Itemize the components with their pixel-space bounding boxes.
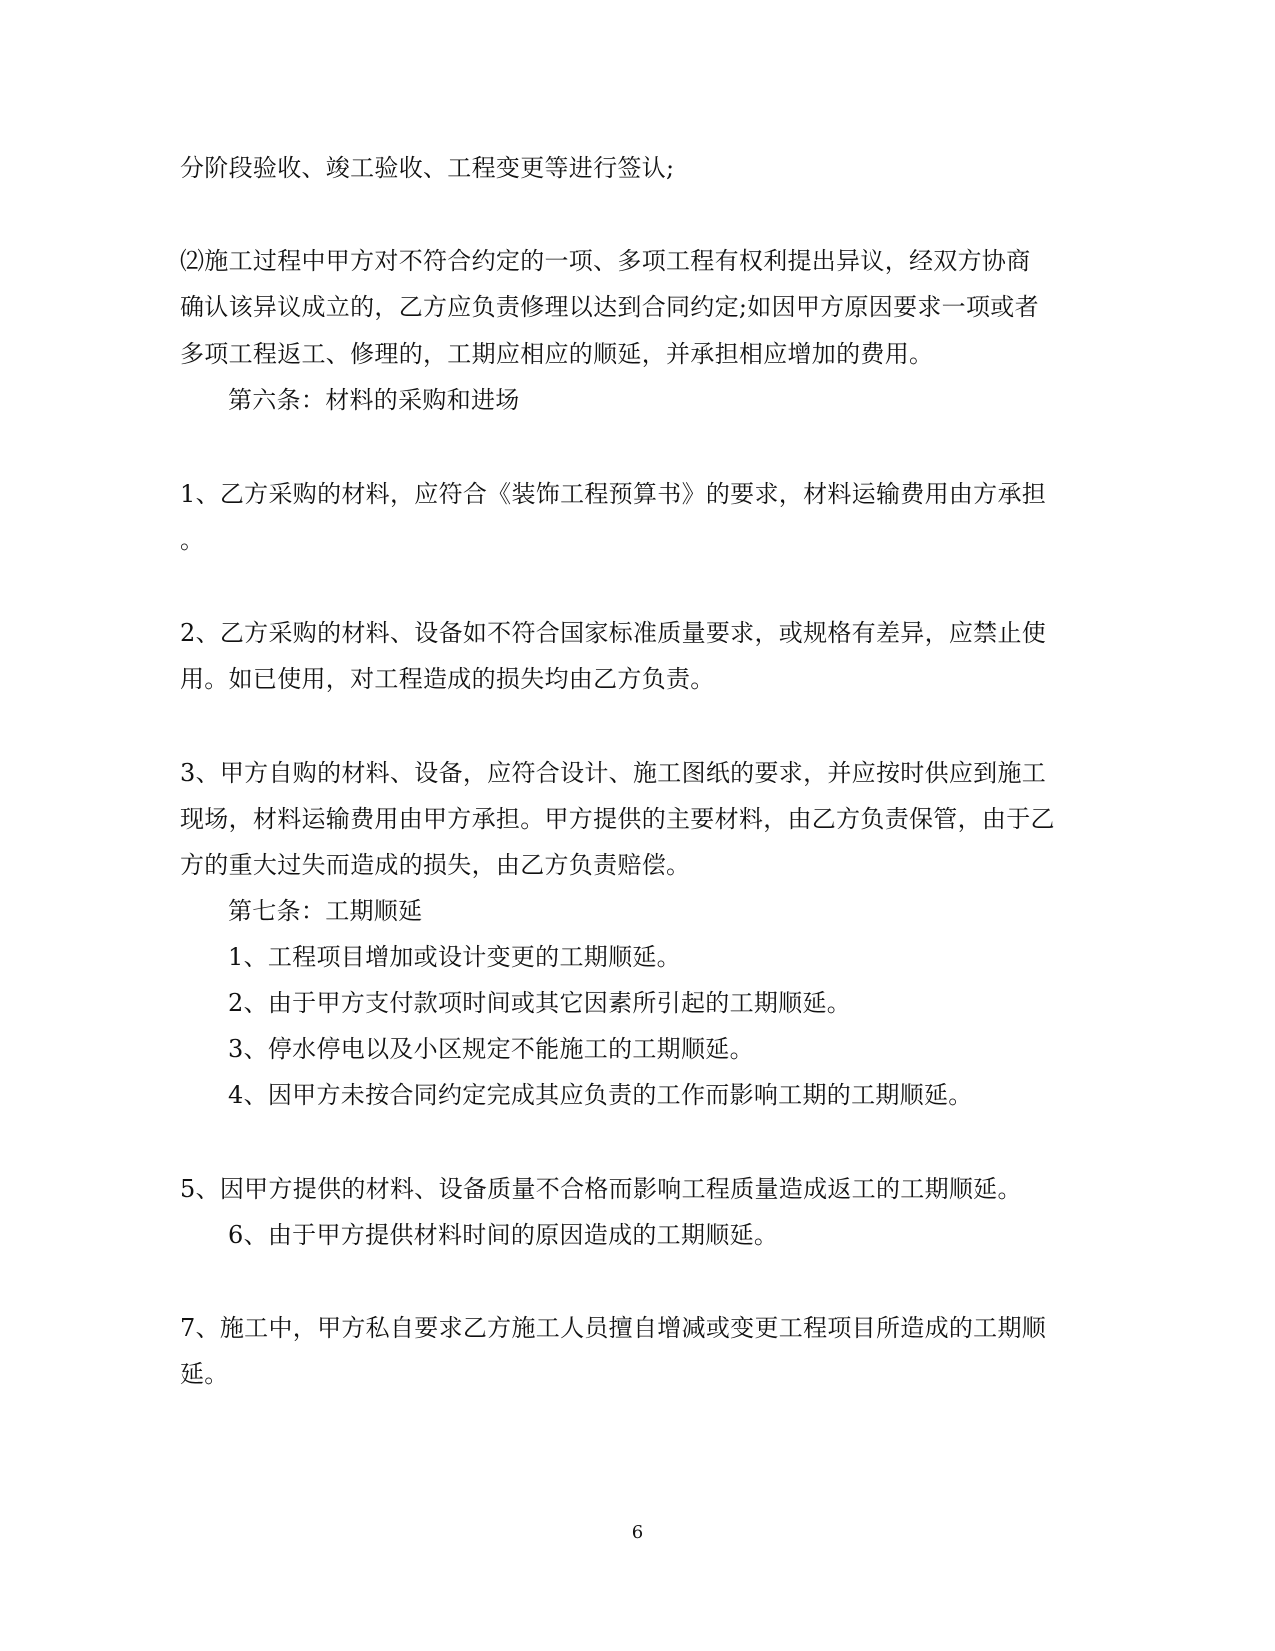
text-line: 用。如已使用，对工程造成的损失均由乙方负责。 [180,665,715,693]
text-line: 延。 [180,1360,229,1388]
list-item: 5、因甲方提供的材料、设备质量不合格而影响工程质量造成返工的工期顺延。 [180,1175,1022,1203]
list-item: 6、由于甲方提供材料时间的原因造成的工期顺延。 [228,1221,779,1249]
list-item: 4、因甲方未按合同约定完成其应负责的工作而影响工期的工期顺延。 [228,1081,973,1109]
text-line: 多项工程返工、修理的，工期应相应的顺延，并承担相应增加的费用。 [180,340,934,368]
text-line: 3、甲方自购的材料、设备，应符合设计、施工图纸的要求，并应按时供应到施工 [180,759,1047,787]
section-heading: 第六条：材料的采购和进场 [228,386,520,414]
list-item: 7、施工中，甲方私自要求乙方施工人员擅自增减或变更工程项目所造成的工期顺 [180,1314,1047,1342]
text-line: 确认该异议成立的，乙方应负责修理以达到合同约定;如因甲方原因要求一项或者 [180,293,1039,321]
text-line: 2、乙方采购的材料、设备如不符合国家标准质量要求，或规格有差异，应禁止使 [180,619,1047,647]
text-line: 1、乙方采购的材料，应符合《装饰工程预算书》的要求，材料运输费用由方承担 [180,480,1047,508]
text-line: 方的重大过失而造成的损失，由乙方负责赔偿。 [180,851,691,879]
list-item: 1、工程项目增加或设计变更的工期顺延。 [228,943,681,971]
list-item: 3、停水停电以及小区规定不能施工的工期顺延。 [228,1035,754,1063]
page-number: 6 [631,1522,644,1543]
text-line: 现场，材料运输费用由甲方承担。甲方提供的主要材料，由乙方负责保管，由于乙 [180,805,1055,833]
text-line: 分阶段验收、竣工验收、工程变更等进行签认; [180,154,675,182]
section-heading: 第七条：工期顺延 [228,897,423,925]
list-item: 2、由于甲方支付款项时间或其它因素所引起的工期顺延。 [228,989,852,1017]
text-line: ⑵施工过程中甲方对不符合约定的一项、多项工程有权利提出异议，经双方协商 [180,247,1031,275]
text-line: 。 [180,526,205,554]
